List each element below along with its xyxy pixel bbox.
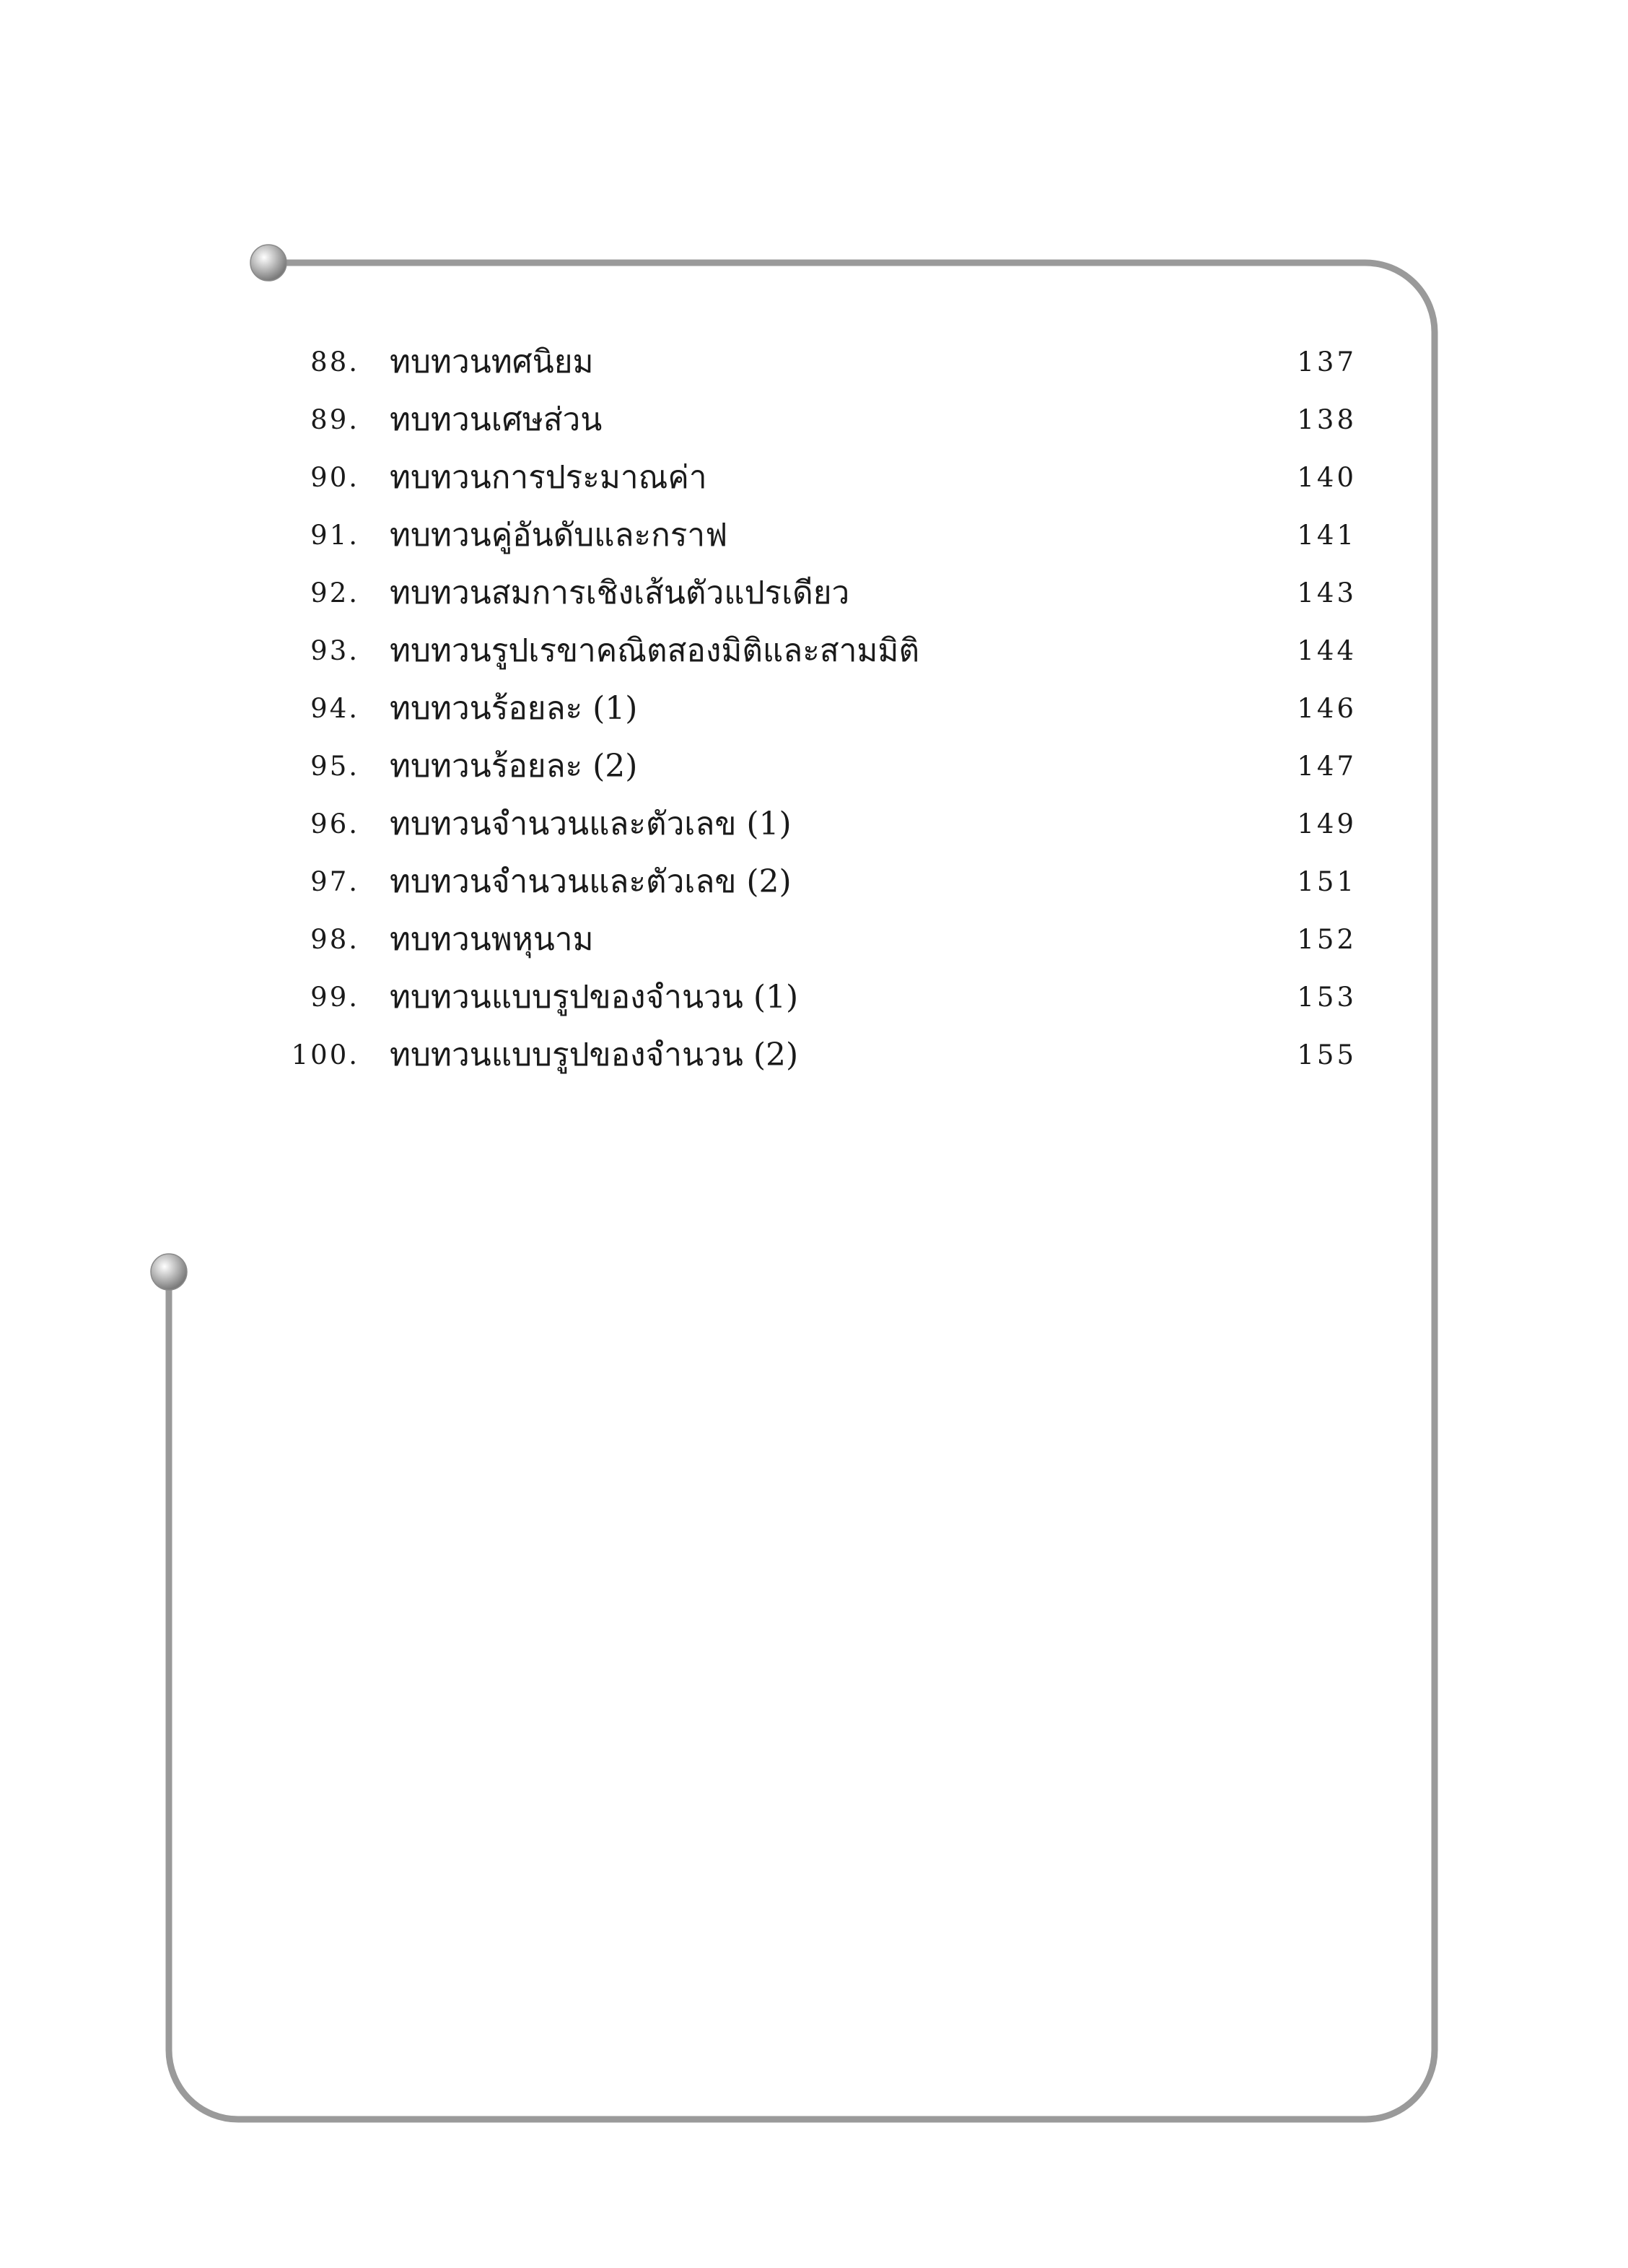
toc-entry[interactable] xyxy=(274,1026,1357,1084)
toc-entry-title: ทบทวนรูปเรขาคณิตสองมิติและสามมิติ xyxy=(390,632,920,669)
toc-entry-number: 97. xyxy=(310,866,359,897)
toc-entry-number: 95. xyxy=(310,751,359,782)
toc-entry-number: 99. xyxy=(310,982,359,1013)
frame-left-sphere-icon xyxy=(151,1254,187,1290)
toc-entry-number: 88. xyxy=(310,346,359,378)
toc-entry[interactable] xyxy=(274,449,1357,507)
toc-entry-page: 138 xyxy=(1297,404,1357,435)
toc-entry-title: ทบทวนการประมาณค่า xyxy=(390,459,707,496)
table-of-contents xyxy=(274,333,1357,1084)
toc-entry-page: 151 xyxy=(1297,866,1357,897)
toc-entry-number: 90. xyxy=(310,462,359,493)
toc-entry-title: ทบทวนสมการเชิงเส้นตัวแปรเดียว xyxy=(390,575,850,611)
toc-entry-number: 96. xyxy=(310,808,359,839)
toc-entry-number: 98. xyxy=(310,924,359,955)
toc-entry-title: ทบทวนร้อยละ (2) xyxy=(390,748,638,785)
toc-entry[interactable] xyxy=(274,680,1357,738)
toc-entry-number: 100. xyxy=(291,1039,359,1070)
toc-entry[interactable] xyxy=(274,795,1357,853)
toc-entry-page: 137 xyxy=(1297,346,1357,378)
toc-entry-title: ทบทวนทศนิยม xyxy=(390,344,594,380)
toc-entry[interactable] xyxy=(274,507,1357,564)
frame-top-sphere-icon xyxy=(250,245,286,281)
toc-entry-title: ทบทวนจำนวนและตัวเลข (1) xyxy=(390,806,792,842)
toc-entry[interactable] xyxy=(274,564,1357,622)
toc-entry-page: 141 xyxy=(1297,520,1357,551)
toc-entry-title: ทบทวนแบบรูปของจำนวน (2) xyxy=(390,1037,799,1073)
toc-entry-title: ทบทวนจำนวนและตัวเลข (2) xyxy=(390,863,792,900)
toc-entry[interactable] xyxy=(274,622,1357,680)
toc-entry-page: 144 xyxy=(1297,635,1357,666)
toc-entry-page: 147 xyxy=(1297,751,1357,782)
toc-entry-page: 149 xyxy=(1297,808,1357,839)
toc-entry-number: 92. xyxy=(310,577,359,609)
toc-entry-page: 143 xyxy=(1297,577,1357,609)
toc-entry-page: 153 xyxy=(1297,982,1357,1013)
toc-entry-title: ทบทวนพหุนาม xyxy=(390,921,594,958)
toc-entry-number: 93. xyxy=(310,635,359,666)
toc-entry-page: 146 xyxy=(1297,693,1357,724)
toc-entry-number: 91. xyxy=(310,520,359,551)
toc-entry[interactable] xyxy=(274,853,1357,911)
toc-entry-number: 89. xyxy=(310,404,359,435)
toc-entry-page: 152 xyxy=(1297,924,1357,955)
toc-entry[interactable] xyxy=(274,333,1357,391)
toc-entry-title: ทบทวนร้อยละ (1) xyxy=(390,690,638,727)
toc-entry-number: 94. xyxy=(310,693,359,724)
toc-entry-title: ทบทวนแบบรูปของจำนวน (1) xyxy=(390,979,799,1016)
toc-entry-page: 155 xyxy=(1297,1039,1357,1070)
toc-entry-title: ทบทวนคู่อันดับและกราฟ xyxy=(390,517,728,554)
toc-entry-page: 140 xyxy=(1297,462,1357,493)
toc-entry[interactable] xyxy=(274,738,1357,795)
toc-entry[interactable] xyxy=(274,391,1357,449)
toc-entry[interactable] xyxy=(274,969,1357,1026)
toc-entry-title: ทบทวนเศษส่วน xyxy=(390,401,603,438)
toc-entry[interactable] xyxy=(274,911,1357,969)
